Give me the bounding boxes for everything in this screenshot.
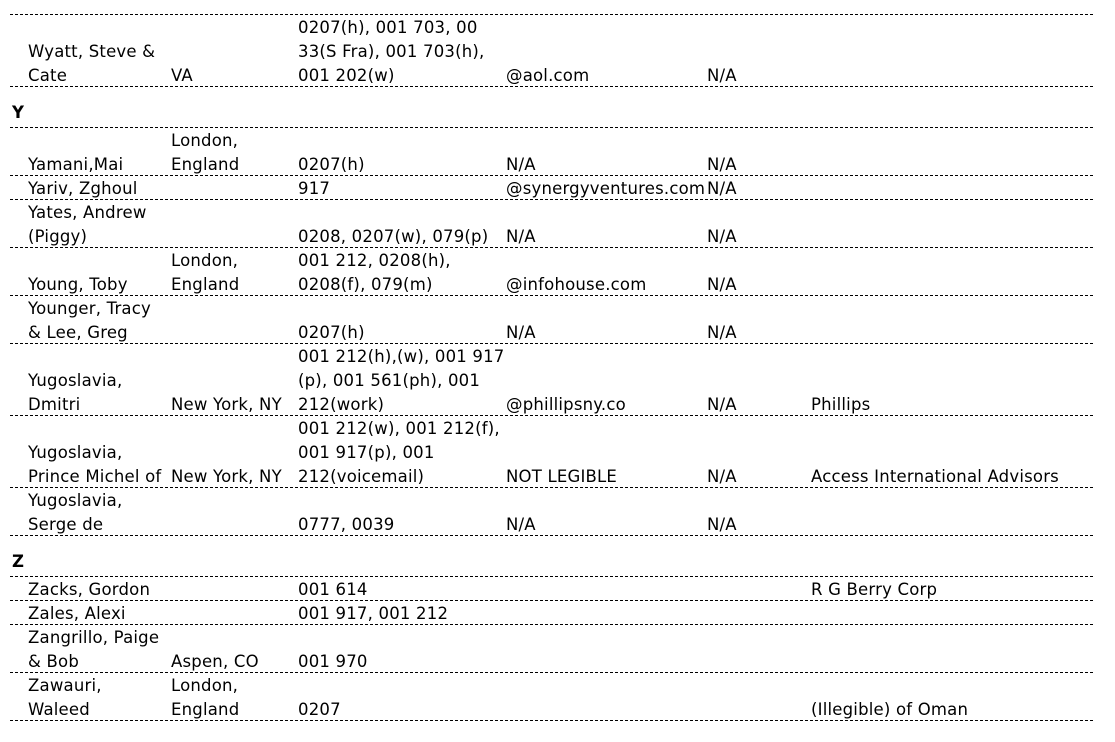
row-divider: [10, 535, 1093, 536]
entry-other: N/A: [707, 467, 737, 486]
entry-email[interactable]: @synergyventures.com: [506, 179, 706, 198]
row-divider: [10, 720, 1093, 721]
entry-phone: 001 917, 001 212: [298, 604, 449, 623]
entry-phone: 0777, 0039: [298, 515, 395, 534]
entry-other: N/A: [707, 179, 737, 198]
entry-phone: 0207(h): [298, 323, 365, 342]
entry-company: Phillips: [811, 395, 871, 414]
entry-phone: 0207(h): [298, 155, 365, 174]
entry-name: Yariv, Zghoul: [28, 179, 138, 198]
entry-location: New York, NY: [171, 467, 282, 486]
row-divider: [10, 247, 1093, 248]
row-divider: [10, 415, 1093, 416]
entry-email[interactable]: @phillipsny.co: [506, 395, 626, 414]
entry-name: Yates, Andrew (Piggy): [28, 203, 147, 246]
entry-other: N/A: [707, 227, 737, 246]
entry-company: Access International Advisors: [811, 467, 1059, 486]
entry-location: London, England: [171, 676, 240, 719]
entry-phone: 001 212(h),(w), 001 917 (p), 001 561(ph), 001 212(work): [298, 347, 505, 414]
row-divider: [10, 86, 1093, 87]
entry-other: N/A: [707, 155, 737, 174]
entry-company: (Illegible) of Oman: [811, 700, 969, 719]
entry-email: N/A: [506, 155, 536, 174]
section-divider: [10, 576, 1093, 577]
row-divider: [10, 295, 1093, 296]
entry-name: Yugoslavia, Serge de: [28, 491, 123, 534]
section-divider: [10, 127, 1093, 128]
entry-phone: 0207: [298, 700, 341, 719]
entry-location: London, England: [171, 131, 240, 174]
row-divider: [10, 175, 1093, 176]
row-divider: [10, 600, 1093, 601]
entry-other: N/A: [707, 395, 737, 414]
entry-name: Zales, Alexi: [28, 604, 126, 623]
entry-location: Aspen, CO: [171, 652, 259, 671]
entry-name: Zangrillo, Paige & Bob: [28, 628, 160, 671]
entry-other: N/A: [707, 66, 737, 85]
entry-phone: 001 212, 0208(h), 0208(f), 079(m): [298, 251, 451, 294]
entry-other: N/A: [707, 275, 737, 294]
entry-name: Yugoslavia, Dmitri: [28, 371, 123, 414]
entry-location: New York, NY: [171, 395, 282, 414]
section-letter: Y: [12, 103, 25, 122]
row-divider: [10, 199, 1093, 200]
row-divider: [10, 14, 1093, 15]
entry-name: Zawauri, Waleed: [28, 676, 102, 719]
entry-email[interactable]: @aol.com: [506, 66, 590, 85]
entry-other: N/A: [707, 515, 737, 534]
entry-name: Wyatt, Steve & Cate: [28, 42, 156, 85]
entry-phone: 001 212(w), 001 212(f), 001 917(p), 001 212(voicemail): [298, 419, 500, 486]
entry-email: NOT LEGIBLE: [506, 467, 618, 486]
row-divider: [10, 672, 1093, 673]
entry-name: Younger, Tracy & Lee, Greg: [28, 299, 151, 342]
entry-phone: 001 614: [298, 580, 368, 599]
entry-name: Yamani,Mai: [28, 155, 124, 174]
row-divider: [10, 487, 1093, 488]
entry-name: Zacks, Gordon: [28, 580, 151, 599]
entry-phone: 0208, 0207(w), 079(p): [298, 227, 489, 246]
entry-location: VA: [171, 66, 193, 85]
entry-phone: 001 970: [298, 652, 368, 671]
row-divider: [10, 624, 1093, 625]
entry-company: R G Berry Corp: [811, 580, 938, 599]
section-letter: Z: [12, 552, 25, 571]
entry-email[interactable]: @infohouse.com: [506, 275, 647, 294]
entry-phone: 0207(h), 001 703, 00 33(S Fra), 001 703(h), 001 202(w): [298, 18, 485, 85]
entry-email: N/A: [506, 323, 536, 342]
entry-email: N/A: [506, 515, 536, 534]
row-divider: [10, 343, 1093, 344]
entry-location: London, England: [171, 251, 240, 294]
entry-other: N/A: [707, 323, 737, 342]
entry-name: Young, Toby: [28, 275, 128, 294]
entry-phone: 917: [298, 179, 331, 198]
entry-email: N/A: [506, 227, 536, 246]
entry-name: Yugoslavia, Prince Michel of: [28, 443, 162, 486]
